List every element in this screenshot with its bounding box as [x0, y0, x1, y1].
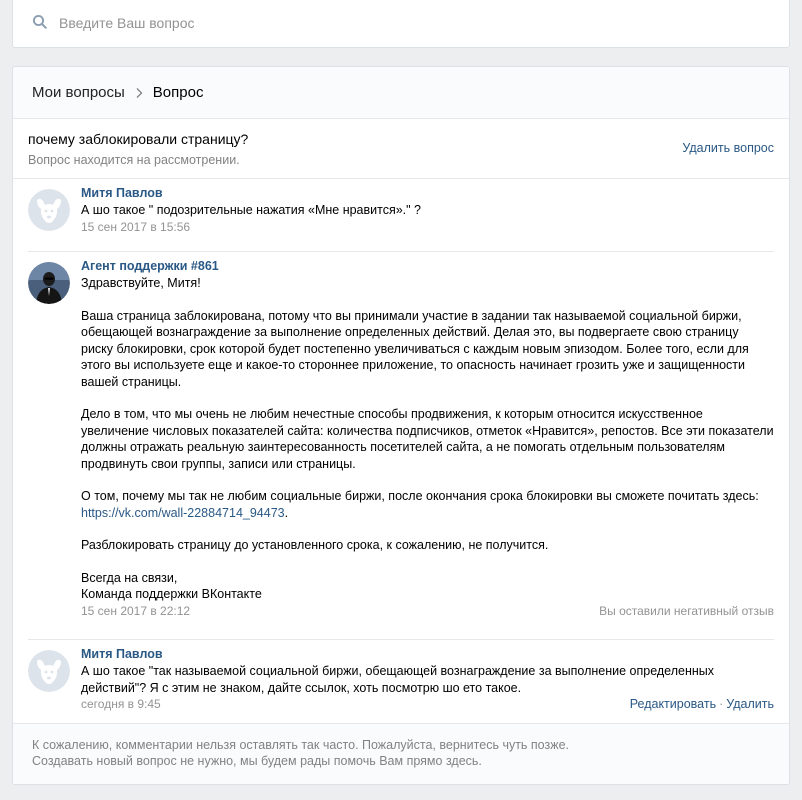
question-title: почему заблокировали страницу?: [28, 131, 249, 147]
message-item: [28, 251, 774, 639]
message-date[interactable]: 15 сен 2017 в 15:56: [81, 219, 191, 234]
comment-limit-notice: [13, 723, 789, 784]
message-date[interactable]: 15 сен 2017 в 22:12: [81, 603, 191, 618]
question-card: [12, 66, 790, 785]
message-author[interactable]: Митя Павлов: [81, 186, 163, 200]
message-paragraph-text: О том, почему мы так не любим социальные биржи, после окончания срока блокировки вы сможете почитать здесь:: [81, 489, 759, 503]
message-paragraph: Дело в том, что мы очень не любим нечестные способы продвижения, к которым относится искусственное увеличение числовых показателей сайта: количества подписчиков, отметок «Нравится», репостов. Все эти показатели должны отражать реальную заинтересованность посетителей сайта, а не помогать отдельным пользователям продвинуть свои группы, записи или страницы.: [81, 407, 774, 471]
signature-line: Всегда на связи,: [81, 570, 178, 585]
message-text: А шо такое " подозрительные нажатия «Мне нравится»." ?: [81, 203, 422, 217]
link-suffix: .: [284, 505, 289, 520]
message-greeting: Здравствуйте, Митя!: [81, 276, 201, 290]
dog-avatar-icon[interactable]: [28, 189, 70, 231]
delete-message-button[interactable]: Удалить: [726, 697, 774, 711]
chevron-right-icon: [135, 87, 143, 99]
search-icon: [32, 14, 48, 30]
search-bar: [12, 0, 790, 48]
dog-avatar-icon[interactable]: [28, 650, 70, 692]
breadcrumb-current: Вопрос: [152, 84, 204, 101]
message-signature: [81, 570, 774, 603]
message-author[interactable]: Митя Павлов: [81, 647, 163, 661]
feedback-status: Вы оставили негативный отзыв: [599, 603, 774, 618]
message-item: [28, 179, 774, 251]
message-item: [28, 639, 774, 727]
message-text: А шо такое "так называемой социальной биржи, обещающей вознаграждение за выполнение определенных действий"? Я с этим не знаком, дайте ссылок, хоть посмотрю шо ето такое.: [81, 664, 714, 695]
message-actions: [630, 697, 774, 711]
edit-message-button[interactable]: Редактировать: [629, 697, 717, 711]
message-author[interactable]: Агент поддержки #861: [81, 259, 219, 273]
message-paragraph: Разблокировать страницу до установленного срока, к сожалению, не получится.: [81, 538, 549, 552]
message-date[interactable]: сегодня в 9:45: [81, 697, 161, 711]
message-paragraph: Ваша страница заблокирована, потому что вы принимали участие в задании так называемой социальной биржи, обещающей вознаграждение за выполнение определенных действий. Делая это, вы подвергаете свою страницу риску блокировки, срок которой будет постепенно увеличиваться с каждым новым эпизодом. Более того, если для этого вы используете еще и какое-то стороннее приложение, то опасность начинает грозить уже и защищенности вашей страницы.: [81, 308, 749, 389]
message-paragraph: [81, 488, 774, 521]
question-header: [13, 119, 789, 179]
notice-line: Создавать новый вопрос не нужно, мы будем рады помочь Вам прямо здесь.: [32, 753, 482, 768]
delete-question-button[interactable]: Удалить вопрос: [682, 141, 774, 155]
search-input[interactable]: [59, 11, 759, 35]
breadcrumb: [13, 67, 789, 119]
question-status: Вопрос находится на рассмотрении.: [28, 153, 240, 167]
breadcrumb-my-questions-link[interactable]: Мои вопросы: [32, 84, 125, 101]
signature-line: Команда поддержки ВКонтакте: [81, 587, 262, 601]
agent-avatar-icon[interactable]: [28, 262, 70, 304]
message-text: [81, 275, 774, 603]
social-exchange-link[interactable]: https://vk.com/wall-22884714_94473: [81, 505, 285, 520]
actions-separator: ·: [719, 697, 724, 711]
notice-line: К сожалению, комментарии нельзя оставлять так часто. Пожалуйста, вернитесь чуть позже.: [32, 738, 570, 752]
